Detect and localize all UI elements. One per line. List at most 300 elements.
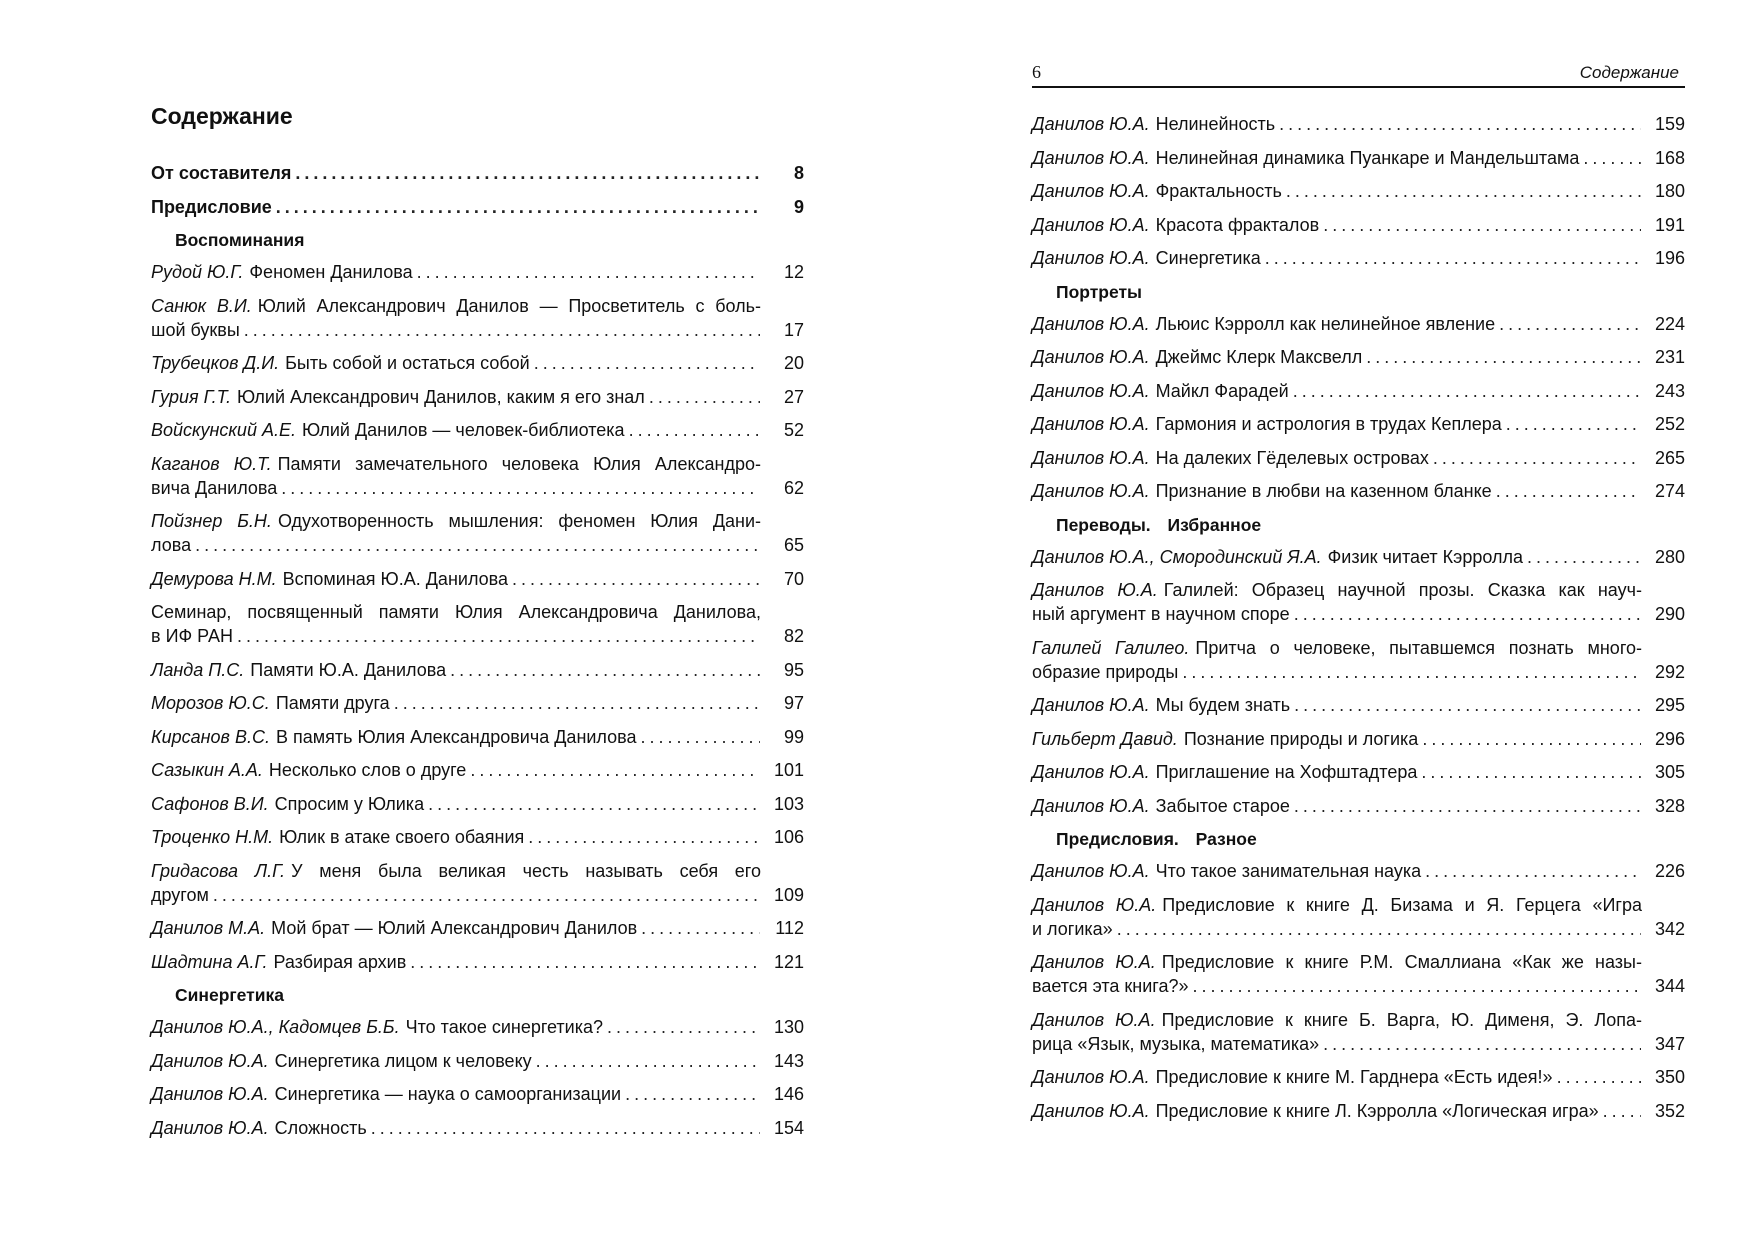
entry-page-number[interactable]: 347: [1654, 1033, 1685, 1054]
toc-entry[interactable]: [151, 1015, 804, 1039]
toc-entry-line: [1032, 974, 1685, 998]
dot-leader: [410, 950, 760, 974]
dot-leader: [1286, 179, 1641, 203]
toc-entry-first-line: [151, 859, 761, 883]
entry-page-number[interactable]: 52: [783, 420, 804, 440]
dot-leader: [534, 351, 760, 375]
entry-title: Сложность: [274, 1117, 367, 1138]
entry-page-number[interactable]: 97: [783, 693, 804, 713]
dot-leader: [536, 1049, 760, 1073]
entry-page-number[interactable]: 191: [1654, 214, 1685, 235]
toc-entry[interactable]: [1032, 636, 1685, 684]
toc-entry[interactable]: [151, 916, 804, 940]
entry-title: Гармония и астрология в трудах Кеплера: [1155, 414, 1502, 434]
toc-entry[interactable]: [151, 1049, 804, 1073]
entry-title: Что такое занимательная наука: [1155, 861, 1422, 881]
dot-leader: [244, 318, 760, 342]
entry-title: Синергетика: [1155, 248, 1261, 268]
toc-entry-line: [1032, 446, 1685, 470]
entry-title: Мы будем знать: [1155, 695, 1291, 715]
dot-leader: [641, 916, 760, 940]
entry-title: Семинар, посвященный памяти Юлия Александровича Данилова,: [151, 602, 761, 622]
entry-author: Данилов Ю.А.: [1032, 1067, 1150, 1087]
entry-author: Данилов Ю.А.: [151, 1117, 269, 1138]
entry-title: Юлий Данилов — человек-библиотека: [301, 420, 625, 440]
dot-leader: [1506, 412, 1641, 436]
entry-page-number[interactable]: 112: [775, 918, 804, 938]
entry-title: Предисловие к книге М. Гарднера «Есть идея!»: [1155, 1067, 1553, 1087]
section-heading: Синергетика: [175, 985, 284, 1005]
toc-entry-line: [1032, 412, 1685, 436]
entry-title: Предисловие к книге Л. Кэрролла «Логическая игра»: [1155, 1100, 1599, 1121]
toc-entry-line: [151, 385, 804, 409]
entry-page-number[interactable]: 9: [793, 196, 804, 217]
entry-page-number[interactable]: 154: [773, 1117, 804, 1138]
dot-leader: [1583, 146, 1641, 170]
entry-page-number[interactable]: 159: [1654, 114, 1685, 134]
entry-title: Юлик в атаке своего обаяния: [279, 827, 525, 847]
toc-entry-line: [151, 916, 804, 940]
entry-title: Юлий Александрович Данилов — Просветитель с боль-: [257, 295, 761, 316]
entry-page-number[interactable]: 82: [783, 626, 804, 646]
dot-leader: [1323, 213, 1641, 237]
entry-title: Феномен Данилова: [249, 262, 413, 282]
toc-entry[interactable]: [151, 859, 804, 907]
toc-entry[interactable]: [1032, 1008, 1685, 1056]
toc-entry[interactable]: [1032, 112, 1685, 136]
toc-entry-line: [1032, 213, 1685, 237]
entry-page-number[interactable]: 143: [773, 1050, 804, 1071]
entry-title: Галилей: Образец научной прозы. Сказка как науч-: [1163, 580, 1642, 600]
toc-entry-line: [1032, 917, 1685, 941]
entry-author: Данилов Ю.А.: [151, 1050, 269, 1071]
entry-page-number[interactable]: 8: [793, 163, 804, 183]
entry-page-number[interactable]: 252: [1654, 414, 1685, 434]
toc-entry-first-line: [151, 509, 761, 533]
entry-title: Признание в любви на казенном бланке: [1155, 481, 1492, 501]
toc-entry[interactable]: [1032, 179, 1685, 203]
section-heading: Воспоминания: [175, 230, 305, 250]
dot-leader: [649, 385, 760, 409]
toc-entry[interactable]: [1032, 146, 1685, 170]
entry-page-number[interactable]: 295: [1654, 695, 1685, 715]
dot-leader: [512, 567, 760, 591]
toc-entry-line: [151, 318, 804, 342]
toc-entry[interactable]: [151, 1082, 804, 1106]
entry-author: Данилов Ю.А.: [1032, 1009, 1156, 1030]
entry-page-number[interactable]: 196: [1654, 248, 1685, 268]
entry-author: Данилов Ю.А.: [1032, 795, 1150, 816]
toc-entry-line: [151, 533, 804, 557]
toc-entry[interactable]: [151, 658, 804, 682]
entry-title-continuation: другом: [151, 884, 209, 905]
toc-entry-line: [1032, 479, 1685, 503]
entry-title-continuation: вича Данилова: [151, 477, 278, 498]
dot-leader: [1117, 917, 1641, 941]
entry-page-number[interactable]: 231: [1654, 347, 1685, 367]
entry-title: Синергетика лицом к человеку: [274, 1050, 532, 1071]
dot-leader: [417, 260, 760, 284]
dot-leader: [428, 792, 760, 816]
dot-leader: [281, 476, 760, 500]
toc-entry-first-line: [151, 600, 761, 624]
entry-author: Морозов Ю.С.: [151, 693, 270, 713]
toc-entry-first-line: [1032, 893, 1642, 917]
entry-author: Данилов Ю.А.: [1032, 1100, 1150, 1121]
entry-author: Данилов Ю.А.: [1032, 147, 1150, 168]
toc-entry[interactable]: [1032, 246, 1685, 270]
entry-author: Шадтина А.Г.: [151, 951, 268, 972]
entry-author: Кирсанов В.С.: [151, 726, 270, 747]
running-header: [1032, 60, 1685, 88]
toc-entry[interactable]: [151, 161, 804, 185]
dot-leader: [450, 658, 760, 682]
dot-leader: [1603, 1099, 1641, 1123]
toc-entry[interactable]: [151, 260, 804, 284]
entry-page-number[interactable]: 352: [1654, 1100, 1685, 1121]
entry-title: Одухотворенность мышления: феномен Юлия Дани-: [277, 511, 762, 531]
toc-entry[interactable]: [151, 792, 804, 816]
entry-title: Несколько слов о друге: [268, 760, 467, 780]
entry-title-continuation: шой буквы: [151, 319, 240, 340]
toc-entry[interactable]: [151, 725, 804, 749]
entry-title: Вспоминая Ю.А. Данилова: [282, 568, 509, 589]
toc-entry[interactable]: [1032, 213, 1685, 237]
toc-entry-line: [1032, 859, 1685, 883]
toc-entry-line: [151, 825, 804, 849]
toc-entry[interactable]: [1032, 412, 1685, 436]
entry-author: Данилов Ю.А.: [1032, 114, 1150, 134]
toc-entry-line: [151, 758, 804, 782]
dot-leader: [1294, 794, 1641, 818]
entry-title-continuation: и логика»: [1032, 918, 1113, 939]
entry-title: Забытое старое: [1155, 795, 1290, 816]
toc-entry-line: [1032, 1032, 1685, 1056]
page-number: 6: [1032, 62, 1041, 82]
toc-entry-line: [151, 195, 804, 219]
toc-entry[interactable]: [151, 567, 804, 591]
toc-entry[interactable]: [1032, 578, 1685, 626]
entry-title-continuation: ный аргумент в научном споре: [1032, 604, 1290, 624]
dot-leader: [213, 883, 760, 907]
toc-entry-line: [1032, 545, 1685, 569]
entry-page-number[interactable]: 274: [1654, 481, 1685, 501]
entry-author: Троценко Н.М.: [151, 827, 274, 847]
toc-entry[interactable]: [1032, 794, 1685, 818]
entry-title: Льюис Кэрролл как нелинейное явление: [1155, 313, 1496, 334]
entry-author: Данилов Ю.А.: [1032, 414, 1150, 434]
entry-page-number[interactable]: 328: [1654, 795, 1685, 816]
toc-entry-first-line: [1032, 578, 1642, 602]
toc-entry-first-line: [151, 294, 761, 318]
entry-author: Данилов Ю.А.: [1032, 695, 1150, 715]
entry-author: Данилов Ю.А.: [1032, 248, 1150, 268]
dot-leader: [1265, 246, 1641, 270]
entry-title: Синергетика — наука о самоорганизации: [274, 1084, 622, 1104]
toc-entry-first-line: [151, 452, 761, 476]
toc-entry-line: [1032, 1099, 1685, 1123]
running-title: Содержание: [1579, 63, 1679, 82]
entry-author: Галилей Галилео.: [1032, 637, 1190, 658]
entry-page-number[interactable]: 70: [783, 568, 804, 589]
entry-page-number[interactable]: 168: [1654, 147, 1685, 168]
toc-entry[interactable]: [151, 195, 804, 219]
entry-author: Войскунский А.Е.: [151, 420, 296, 440]
entry-page-number[interactable]: 106: [773, 827, 804, 847]
dot-leader: [1421, 760, 1641, 784]
toc-entry[interactable]: [1032, 545, 1685, 569]
toc-entry-line: [151, 161, 804, 185]
toc-entry[interactable]: [151, 1116, 804, 1140]
entry-page-number[interactable]: 265: [1654, 447, 1685, 468]
entry-page-number[interactable]: 95: [783, 659, 804, 680]
toc-entry[interactable]: [151, 600, 804, 648]
dot-leader: [1193, 974, 1642, 998]
entry-page-number[interactable]: 280: [1654, 546, 1685, 567]
toc-entry-line: [151, 792, 804, 816]
entry-page-number[interactable]: 65: [783, 535, 804, 555]
entry-author: Данилов Ю.А.: [1032, 214, 1150, 235]
entry-author: Санюк В.И.: [151, 295, 252, 316]
toc-entry-line: [151, 883, 804, 907]
entry-page-number[interactable]: 342: [1654, 918, 1685, 939]
dot-leader: [1279, 112, 1641, 136]
entry-title: Нелинейность: [1155, 114, 1276, 134]
entry-author: Данилов Ю.А.: [1032, 181, 1150, 201]
dot-leader: [276, 195, 760, 219]
entry-title-continuation: образие природы: [1032, 661, 1179, 682]
entry-title: Притча о человеке, пытавшемся познать много-: [1195, 637, 1642, 658]
toc-left-page: [151, 161, 804, 1149]
entry-author: Пойзнер Б.Н.: [151, 511, 272, 531]
toc-entry-line: [151, 476, 804, 500]
entry-page-number[interactable]: 130: [773, 1017, 804, 1037]
section-heading: Портреты: [1056, 281, 1143, 302]
toc-entry[interactable]: [1032, 950, 1685, 998]
dot-leader: [1422, 727, 1641, 751]
entry-title: Разбирая архив: [273, 951, 407, 972]
entry-title-continuation: рица «Язык, музыка, математика»: [1032, 1033, 1320, 1054]
toc-entry[interactable]: [1032, 693, 1685, 717]
toc-entry-line: [151, 260, 804, 284]
dot-leader: [625, 1082, 760, 1106]
entry-page-number[interactable]: 27: [783, 386, 804, 407]
toc-entry-line: [151, 624, 804, 648]
entry-page-number[interactable]: 344: [1654, 976, 1685, 996]
toc-entry-line: [1032, 379, 1685, 403]
entry-title: На далеких Гёделевых островах: [1155, 447, 1429, 468]
entry-author: Данилов Ю.А.: [1032, 481, 1150, 501]
entry-page-number[interactable]: 224: [1654, 313, 1685, 334]
entry-page-number[interactable]: 226: [1654, 861, 1685, 881]
toc-entry-line: [1032, 1065, 1685, 1089]
entry-author: Данилов Ю.А.: [1032, 861, 1150, 881]
dot-leader: [1425, 859, 1641, 883]
entry-page-number[interactable]: 290: [1654, 604, 1685, 624]
dot-leader: [1323, 1032, 1641, 1056]
entry-page-number[interactable]: 292: [1654, 661, 1685, 682]
toc-entry[interactable]: [151, 351, 804, 375]
toc-entry[interactable]: [151, 294, 804, 342]
entry-author: Сафонов В.И.: [151, 793, 269, 814]
dot-leader: [1433, 446, 1641, 470]
entry-title: Памяти Ю.А. Данилова: [250, 659, 447, 680]
entry-page-number[interactable]: 101: [773, 760, 804, 780]
toc-entry-line: [1032, 660, 1685, 684]
dot-leader: [394, 691, 760, 715]
entry-author: Данилов Ю.А.: [1032, 447, 1150, 468]
entry-author: Данилов Ю.А., Смородинский Я.А.: [1032, 546, 1322, 567]
toc-entry[interactable]: [1032, 1065, 1685, 1089]
entry-page-number[interactable]: 296: [1654, 728, 1685, 749]
toc-entry[interactable]: [1032, 859, 1685, 883]
entry-page-number[interactable]: 12: [783, 262, 804, 282]
toc-entry[interactable]: [151, 418, 804, 442]
entry-page-number[interactable]: 350: [1654, 1067, 1685, 1087]
toc-entry-line: [151, 1049, 804, 1073]
entry-title: Что такое синергетика?: [405, 1017, 604, 1037]
entry-author: Данилов Ю.А.: [1032, 380, 1150, 401]
dot-leader: [607, 1015, 760, 1039]
toc-entry[interactable]: [1032, 893, 1685, 941]
entry-page-number[interactable]: 146: [773, 1084, 804, 1104]
toc-entry[interactable]: [151, 825, 804, 849]
entry-author: Гильберт Давид.: [1032, 728, 1178, 749]
toc-entry[interactable]: [1032, 1099, 1685, 1123]
dot-leader: [1182, 660, 1641, 684]
toc-entry-line: [1032, 794, 1685, 818]
entry-title: Джеймс Клерк Максвелл: [1155, 347, 1363, 367]
entry-title: Майкл Фарадей: [1155, 380, 1289, 401]
toc-entry-line: [1032, 602, 1685, 626]
entry-title: Юлий Александрович Данилов, каким я его знал: [237, 386, 645, 407]
entry-author: Данилов Ю.А.: [1032, 347, 1150, 367]
toc-entry-line: [151, 1015, 804, 1039]
entry-title: Мой брат — Юлий Александрович Данилов: [271, 918, 638, 938]
toc-entry[interactable]: [151, 691, 804, 715]
entry-page-number[interactable]: 20: [783, 353, 804, 373]
section-heading: Переводы. Избранное: [1056, 514, 1262, 535]
dot-leader: [1366, 345, 1641, 369]
toc-entry[interactable]: [151, 509, 804, 557]
toc-entry[interactable]: [1032, 446, 1685, 470]
dot-leader: [1527, 545, 1641, 569]
toc-entry[interactable]: [151, 385, 804, 409]
entry-title: Физик читает Кэрролла: [1327, 546, 1523, 567]
toc-entry-line: [151, 1116, 804, 1140]
entry-author: Каганов Ю.Т.: [151, 453, 272, 474]
entry-page-number[interactable]: 121: [773, 951, 804, 972]
entry-author: Данилов М.А.: [151, 918, 266, 938]
toc-entry-line: [151, 691, 804, 715]
entry-title: Приглашение на Хофштадтера: [1155, 762, 1418, 782]
dot-leader: [629, 418, 760, 442]
entry-page-number[interactable]: 103: [773, 793, 804, 814]
toc-entry-line: [1032, 246, 1685, 270]
entry-title: Спросим у Юлика: [274, 793, 425, 814]
toc-entry-line: [151, 725, 804, 749]
entry-title: Предисловие к книге Р.М. Смаллиана «Как же назы-: [1161, 952, 1642, 972]
toc-entry[interactable]: [1032, 345, 1685, 369]
dot-leader: [470, 758, 760, 782]
dot-leader: [1496, 479, 1641, 503]
dot-leader: [1294, 602, 1641, 626]
toc-entry[interactable]: [1032, 312, 1685, 336]
toc-entry[interactable]: [151, 452, 804, 500]
entry-author: Данилов Ю.А.: [151, 1084, 269, 1104]
toc-entry-first-line: [1032, 1008, 1642, 1032]
toc-entry-line: [151, 1082, 804, 1106]
entry-page-number[interactable]: 305: [1654, 762, 1685, 782]
entry-title: У меня была великая честь называть себя его: [291, 860, 761, 881]
toc-entry[interactable]: [1032, 479, 1685, 503]
toc-entry[interactable]: [151, 950, 804, 974]
toc-entry[interactable]: [1032, 379, 1685, 403]
entry-page-number[interactable]: 99: [783, 726, 804, 747]
toc-entry[interactable]: [1032, 760, 1685, 784]
section-heading: Предисловия. Разное: [1056, 829, 1257, 849]
toc-entry-line: [1032, 345, 1685, 369]
entry-title: Памяти замечательного человека Юлия Александро-: [277, 453, 761, 474]
toc-entry-line: [151, 658, 804, 682]
entry-page-number[interactable]: 180: [1654, 181, 1685, 201]
entry-author: Рудой Ю.Г.: [151, 262, 244, 282]
dot-leader: [237, 624, 760, 648]
entry-author: Данилов Ю.А.: [1032, 580, 1158, 600]
dot-leader: [1557, 1065, 1641, 1089]
entry-page-number[interactable]: 62: [783, 477, 804, 498]
entry-author: Данилов Ю.А., Кадомцев Б.Б.: [151, 1017, 400, 1037]
toc-entry-line: [1032, 179, 1685, 203]
toc-right-page: [1032, 112, 1685, 1132]
entry-author: Данилов Ю.А.: [1032, 952, 1156, 972]
dot-leader: [295, 161, 760, 185]
toc-entry[interactable]: [151, 758, 804, 782]
entry-author: Данилов Ю.А.: [1032, 313, 1150, 334]
entry-page-number[interactable]: 109: [773, 884, 804, 905]
toc-entry-first-line: [1032, 636, 1642, 660]
entry-page-number[interactable]: 243: [1654, 380, 1685, 401]
toc-title: Содержание: [151, 103, 293, 129]
dot-leader: [528, 825, 760, 849]
dot-leader: [195, 533, 760, 557]
entry-author: Трубецков Д.И.: [151, 353, 280, 373]
entry-author: Гридасова Л.Г.: [151, 860, 286, 881]
toc-entry-line: [151, 567, 804, 591]
dot-leader: [371, 1116, 760, 1140]
toc-entry-line: [1032, 693, 1685, 717]
dot-leader: [1499, 312, 1641, 336]
dot-leader: [1293, 379, 1641, 403]
entry-page-number[interactable]: 17: [783, 319, 804, 340]
entry-title: В память Юлия Александровича Данилова: [275, 726, 637, 747]
entry-title: От составителя: [151, 163, 292, 183]
entry-title: Предисловие к книге Б. Варга, Ю. Дименя, Э. Лопа-: [1161, 1009, 1642, 1030]
entry-author: Данилов Ю.А.: [1032, 762, 1150, 782]
entry-title: Предисловие: [151, 196, 272, 217]
entry-author: Ланда П.С.: [151, 659, 245, 680]
entry-title: Красота фракталов: [1155, 214, 1320, 235]
entry-author: Данилов Ю.А.: [1032, 894, 1157, 915]
toc-entry[interactable]: [1032, 727, 1685, 751]
entry-title: Предисловие к книге Д. Бизама и Я. Герцега «Игра: [1162, 894, 1643, 915]
dot-leader: [1294, 693, 1641, 717]
entry-title-continuation: вается эта книга?»: [1032, 976, 1189, 996]
entry-title-continuation: в ИФ РАН: [151, 626, 233, 646]
entry-title: Фрактальность: [1155, 181, 1282, 201]
entry-title: Познание природы и логика: [1183, 728, 1419, 749]
toc-entry-line: [151, 950, 804, 974]
